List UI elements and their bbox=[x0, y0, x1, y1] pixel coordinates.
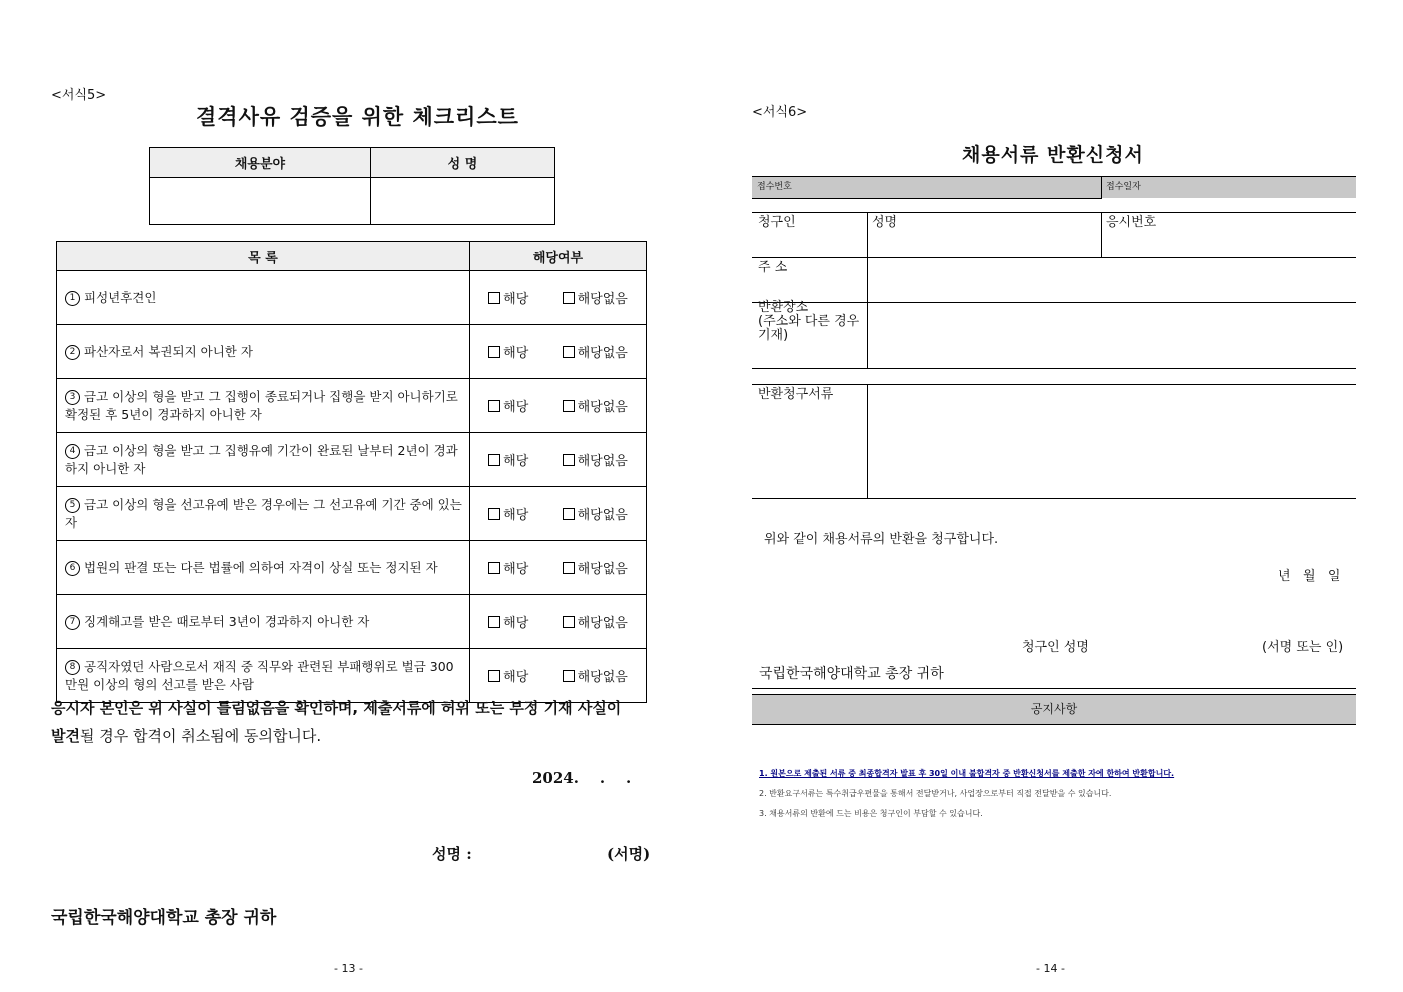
option-not-applicable[interactable] bbox=[563, 558, 628, 577]
checkbox-icon[interactable] bbox=[488, 508, 500, 520]
checklist-item bbox=[57, 487, 470, 541]
option-not-applicable[interactable] bbox=[563, 666, 628, 685]
option-not-applicable[interactable] bbox=[563, 450, 628, 469]
option-not-applicable-label: 해당없음 bbox=[577, 616, 628, 631]
applicable-cell bbox=[470, 379, 647, 433]
checklist-item bbox=[57, 325, 470, 379]
applicable-cell bbox=[470, 595, 647, 649]
receipt-number-label: 접수번호 bbox=[757, 182, 792, 192]
sign-or-seal: (서명 또는 인) bbox=[1262, 640, 1344, 655]
option-applicable-label: 해당 bbox=[503, 670, 529, 685]
claimant-signature-field[interactable] bbox=[1110, 634, 1250, 654]
receipt-date-label: 접수일자 bbox=[1106, 182, 1141, 192]
page-number-14: - 14 - bbox=[1036, 962, 1065, 975]
checklist-item bbox=[57, 433, 470, 487]
item-number: 5 bbox=[65, 498, 80, 513]
page-number-13: - 13 - bbox=[334, 962, 363, 975]
return-place-field[interactable] bbox=[868, 303, 1355, 367]
checklist-row bbox=[57, 325, 647, 379]
item-number: 1 bbox=[65, 291, 80, 306]
signature-field[interactable] bbox=[490, 841, 600, 863]
checklist-item bbox=[57, 379, 470, 433]
confirmation-line-1: 응시자 본인은 위 사실이 틀림없음을 확인하며, 제출서류에 허위 또는 부정 기재 사실이 bbox=[51, 699, 622, 717]
item-number: 6 bbox=[65, 561, 80, 576]
field-header-position: 채용분야 bbox=[150, 148, 371, 178]
item-text: 금고 이상의 형을 받고 그 집행이 종료되거나 집행을 받지 아니하기로 확정된 후 5년이 경과하지 아니한 자 bbox=[65, 388, 458, 422]
checkbox-icon[interactable] bbox=[563, 346, 575, 358]
return-place-label: 반환장소 (주소와 다른 경우 기재) bbox=[758, 300, 860, 343]
notice-item-1: 1. 원본으로 제출된 서류 중 최종합격자 발표 후 30일 이내 불합격자 중 반환신청서를 제출한 자에 한하여 반환합니다. bbox=[759, 769, 1175, 778]
option-applicable-label: 해당 bbox=[503, 508, 529, 523]
option-applicable[interactable] bbox=[488, 450, 528, 469]
return-docs-label: 반환청구서류 bbox=[758, 387, 834, 402]
confirmation-line-2-bold: 발견 bbox=[51, 727, 80, 745]
option-applicable-label: 해당 bbox=[503, 562, 529, 577]
checklist-item bbox=[57, 595, 470, 649]
option-not-applicable[interactable] bbox=[563, 612, 628, 631]
checkbox-icon[interactable] bbox=[563, 508, 575, 520]
option-not-applicable-label: 해당없음 bbox=[577, 454, 628, 469]
checklist-row bbox=[57, 541, 647, 595]
applicable-cell bbox=[470, 433, 647, 487]
form-number-6: <서식6> bbox=[752, 105, 808, 120]
option-not-applicable-label: 해당없음 bbox=[577, 508, 628, 523]
header-applicable: 해당여부 bbox=[470, 242, 647, 271]
applicable-cell bbox=[470, 271, 647, 325]
checklist-row bbox=[57, 271, 647, 325]
return-docs-field[interactable] bbox=[868, 385, 1355, 497]
checkbox-icon[interactable] bbox=[563, 616, 575, 628]
address-label: 주 소 bbox=[758, 260, 788, 275]
checklist-row bbox=[57, 595, 647, 649]
checkbox-icon[interactable] bbox=[488, 616, 500, 628]
date-line: 2024. . . bbox=[532, 769, 632, 787]
option-not-applicable-label: 해당없음 bbox=[577, 292, 628, 307]
checklist-row bbox=[57, 487, 647, 541]
notice-header: 공지사항 bbox=[752, 694, 1356, 725]
notice-item-3: 3. 채용서류의 반환에 드는 비용은 청구인이 부담할 수 있습니다. bbox=[759, 809, 983, 818]
option-applicable-label: 해당 bbox=[503, 292, 529, 307]
item-text: 징계해고를 받은 때로부터 3년이 경과하지 아니한 자 bbox=[84, 613, 370, 629]
item-text: 피성년후견인 bbox=[84, 289, 157, 305]
option-applicable-label: 해당 bbox=[503, 346, 529, 361]
checkbox-icon[interactable] bbox=[563, 562, 575, 574]
claimant-label: 청구인 bbox=[758, 215, 796, 230]
option-applicable-label: 해당 bbox=[503, 454, 529, 469]
option-applicable[interactable] bbox=[488, 504, 528, 523]
name-input-cell[interactable] bbox=[371, 178, 555, 225]
sign-label: 성명 : bbox=[432, 845, 472, 863]
address-field[interactable] bbox=[868, 258, 1355, 301]
item-number: 8 bbox=[65, 660, 80, 675]
request-date-line: 년 월 일 bbox=[1278, 569, 1341, 584]
checkbox-icon[interactable] bbox=[563, 292, 575, 304]
position-input-cell[interactable] bbox=[150, 178, 371, 225]
checklist-title: 결격사유 검증을 위한 체크리스트 bbox=[196, 105, 519, 129]
item-text: 금고 이상의 형을 받고 그 집행유예 기간이 완료된 날부터 2년이 경과하지 아니한 자 bbox=[65, 442, 458, 476]
return-request-title: 채용서류 반환신청서 bbox=[962, 144, 1144, 166]
notice-item-2: 2. 반환요구서류는 특수취급우편물을 통해서 전달받거나, 사업장으로부터 직접 전달받을 수 있습니다. bbox=[759, 789, 1112, 798]
claimant-name-field[interactable] bbox=[868, 228, 1100, 256]
checklist-item bbox=[57, 271, 470, 325]
item-number: 2 bbox=[65, 345, 80, 360]
option-applicable[interactable] bbox=[488, 396, 528, 415]
option-applicable-label: 해당 bbox=[503, 400, 529, 415]
item-text: 금고 이상의 형을 선고유예 받은 경우에는 그 선고유예 기간 중에 있는 자 bbox=[65, 496, 462, 530]
option-not-applicable-label: 해당없음 bbox=[577, 400, 628, 415]
option-not-applicable[interactable] bbox=[563, 396, 628, 415]
right-addressee: 국립한국해양대학교 총장 귀하 bbox=[759, 666, 944, 682]
checkbox-icon[interactable] bbox=[563, 670, 575, 682]
checkbox-icon[interactable] bbox=[488, 400, 500, 412]
checkbox-icon[interactable] bbox=[563, 400, 575, 412]
request-statement: 위와 같이 채용서류의 반환을 청구합니다. bbox=[764, 532, 999, 547]
item-number: 4 bbox=[65, 444, 80, 459]
item-text: 법원의 판결 또는 다른 법률에 의하여 자격이 상실 또는 정지된 자 bbox=[84, 559, 438, 575]
option-not-applicable[interactable] bbox=[563, 504, 628, 523]
option-applicable[interactable] bbox=[488, 612, 528, 631]
option-applicable[interactable] bbox=[488, 666, 528, 685]
field-header-name: 성 명 bbox=[371, 148, 555, 178]
checkbox-icon[interactable] bbox=[488, 454, 500, 466]
option-applicable-label: 해당 bbox=[503, 616, 529, 631]
confirmation-statement bbox=[51, 694, 656, 750]
option-not-applicable[interactable] bbox=[563, 288, 628, 307]
option-not-applicable-label: 해당없음 bbox=[577, 346, 628, 361]
item-text: 공직자였던 사람으로서 재직 중 직무와 관련된 부패행위로 벌금 300만원 이상의 형의 선고를 받은 사람 bbox=[65, 658, 454, 692]
option-not-applicable[interactable] bbox=[563, 342, 628, 361]
applicable-cell bbox=[470, 487, 647, 541]
claimant-sign-label: 청구인 성명 bbox=[1022, 640, 1089, 655]
receipt-band bbox=[752, 176, 1356, 198]
option-not-applicable-label: 해당없음 bbox=[577, 670, 628, 685]
applicable-cell bbox=[470, 325, 647, 379]
checkbox-icon[interactable] bbox=[488, 292, 500, 304]
claimant-name-label: 성명 bbox=[872, 215, 898, 230]
item-number: 7 bbox=[65, 615, 80, 630]
checklist-row bbox=[57, 433, 647, 487]
confirmation-line-2: 될 경우 합격이 취소됨에 동의합니다. bbox=[79, 727, 322, 745]
checkbox-icon[interactable] bbox=[488, 562, 500, 574]
exam-number-label: 응시번호 bbox=[1106, 215, 1157, 230]
header-items: 목 록 bbox=[57, 242, 470, 271]
applicable-cell bbox=[470, 541, 647, 595]
exam-number-field[interactable] bbox=[1102, 228, 1355, 256]
checklist-item bbox=[57, 541, 470, 595]
form-number-5: <서식5> bbox=[51, 88, 107, 103]
left-addressee: 국립한국해양대학교 총장 귀하 bbox=[51, 908, 277, 928]
applicant-field-table bbox=[149, 147, 555, 225]
item-text: 파산자로서 복권되지 아니한 자 bbox=[84, 343, 253, 359]
option-applicable[interactable] bbox=[488, 342, 528, 361]
checklist-row bbox=[57, 379, 647, 433]
item-number: 3 bbox=[65, 390, 80, 405]
disqualification-checklist bbox=[56, 241, 647, 703]
checkbox-icon[interactable] bbox=[488, 346, 500, 358]
sign-suffix: (서명) bbox=[607, 845, 651, 863]
option-not-applicable-label: 해당없음 bbox=[577, 562, 628, 577]
option-applicable[interactable] bbox=[488, 558, 528, 577]
checkbox-icon[interactable] bbox=[563, 454, 575, 466]
checkbox-icon[interactable] bbox=[488, 670, 500, 682]
option-applicable[interactable] bbox=[488, 288, 528, 307]
